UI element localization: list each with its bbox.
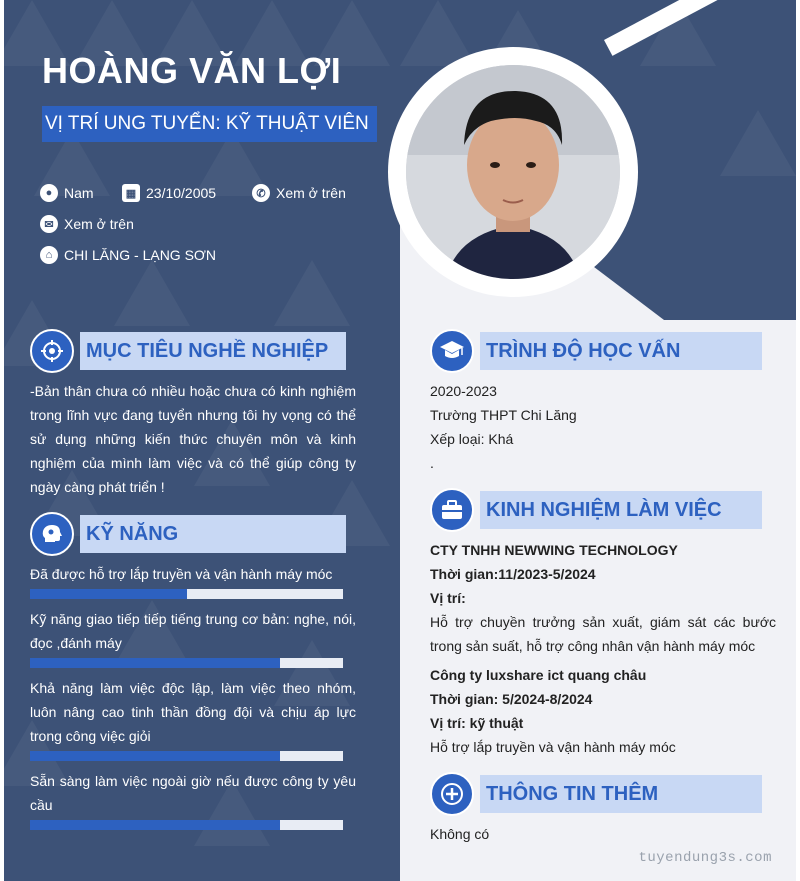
experience-job	[430, 538, 776, 658]
address-value: CHI LĂNG - LẠNG SƠN	[64, 247, 217, 263]
email-value: Xem ở trên	[64, 216, 134, 232]
job-desc: Hỗ trợ chuyền trưởng sản xuất, giám sát các bước trong sản suất, hỗ trợ công nhân vận hành máy móc	[430, 614, 776, 654]
cv-page	[4, 0, 796, 881]
gender-row	[40, 184, 94, 202]
skill-label: Đã được hỗ trợ lắp truyền và vận hành máy móc	[30, 566, 333, 582]
job-time: Thời gian: 5/2024-8/2024	[430, 691, 593, 707]
experience-job	[430, 663, 776, 759]
additional-text: Không có	[430, 826, 490, 842]
brain-icon	[30, 512, 74, 556]
additional-title: THÔNG TIN THÊM	[480, 775, 762, 813]
briefcase-icon	[430, 488, 474, 532]
phone-row	[252, 184, 346, 202]
position-title: VỊ TRÍ UNG TUYỂN: KỸ THUẬT VIÊN	[42, 106, 377, 142]
education-grade: Xếp loại: Khá	[430, 431, 514, 447]
skill-label: Sẵn sàng làm việc ngoài giờ nếu được công ty yêu cầu	[30, 773, 356, 813]
education-details	[430, 379, 776, 475]
person-icon: ●	[40, 184, 58, 202]
skill-bar-fill	[30, 658, 280, 668]
email-row	[40, 215, 134, 233]
skill-bar-fill	[30, 751, 280, 761]
job-desc: Hỗ trợ lắp truyền và vận hành máy móc	[430, 739, 676, 755]
job-company: CTY TNHH NEWWING TECHNOLOGY	[430, 542, 678, 558]
skill-bar-fill	[30, 820, 280, 830]
dob-value: 23/10/2005	[146, 185, 217, 201]
experience-title: KINH NGHIỆM LÀM VIỆC	[480, 491, 762, 529]
skills-header	[30, 514, 346, 554]
address-row	[40, 246, 216, 264]
home-icon: ⌂	[40, 246, 58, 264]
job-company: Công ty luxshare ict quang châu	[430, 667, 647, 683]
skill-bar	[30, 658, 343, 668]
calendar-icon: ▦	[122, 184, 140, 202]
experience-header	[430, 490, 762, 530]
job-role: Vị trí: kỹ thuật	[430, 715, 524, 731]
email-icon: ✉	[40, 215, 58, 233]
skill-label: Kỹ năng giao tiếp tiếp tiếng trung cơ bản: nghe, nói, đọc ,đánh máy	[30, 611, 356, 651]
education-years: 2020-2023	[430, 383, 497, 399]
skill-bar-fill	[30, 589, 187, 599]
education-extra: .	[430, 455, 434, 471]
skill-bar	[30, 751, 343, 761]
objective-title: MỤC TIÊU NGHỀ NGHIỆP	[80, 332, 346, 370]
phone-value: Xem ở trên	[276, 185, 346, 201]
job-role: Vị trí:	[430, 590, 466, 606]
education-header	[430, 331, 762, 371]
graduation-cap-icon	[430, 329, 474, 373]
plus-circle-icon	[430, 772, 474, 816]
skill-bar	[30, 820, 343, 830]
target-icon	[30, 329, 74, 373]
objective-text: -Bản thân chưa có nhiều hoặc chưa có kinh nghiệm trong lĩnh vực đang tuyển nhưng tôi hy vọng có thể sử dụng những kiến thức chuyên môn và kinh nghiệm của mình làm việc và có thể giúp công ty ngày càng phát triển !	[30, 383, 356, 495]
education-title: TRÌNH ĐỘ HỌC VẤN	[480, 332, 762, 370]
objective-header	[30, 331, 346, 371]
education-school: Trường THPT Chi Lăng	[430, 407, 577, 423]
phone-icon: ✆	[252, 184, 270, 202]
gender-value: Nam	[64, 185, 94, 201]
profile-photo	[406, 65, 620, 279]
skills-title: KỸ NĂNG	[80, 515, 346, 553]
skill-label: Khả năng làm việc độc lập, làm việc theo nhóm, luôn nâng cao tinh thần đồng đội và chịu áp lực trong công việc giỏi	[30, 680, 356, 744]
candidate-name: HOÀNG VĂN LỢI	[42, 50, 342, 91]
skill-bar	[30, 589, 343, 599]
dob-row	[122, 184, 216, 202]
job-time: Thời gian:11/2023-5/2024	[430, 566, 596, 582]
additional-header	[430, 774, 762, 814]
watermark: tuyendung3s.com	[638, 850, 772, 866]
